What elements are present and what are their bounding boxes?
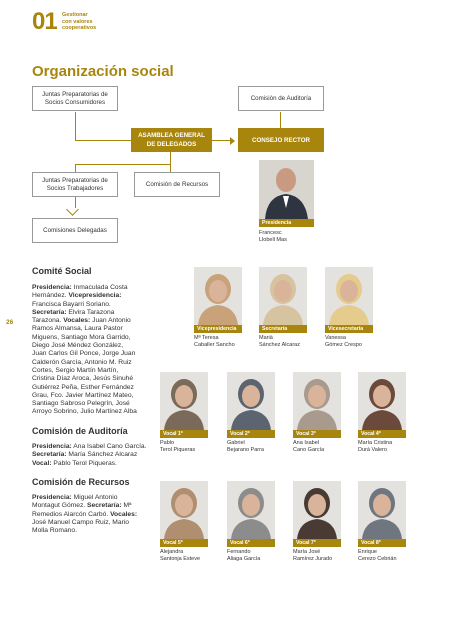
text-line	[32, 519, 160, 527]
member-role-tag: Vocal 8º	[358, 539, 406, 547]
name-line: Francesc	[259, 230, 282, 236]
person-silhouette-icon	[259, 160, 314, 219]
member-name	[259, 335, 300, 349]
text-line	[32, 443, 160, 451]
member-role-tag: Vocal 6º	[227, 539, 275, 547]
member-name	[160, 549, 200, 563]
person-silhouette-icon	[194, 267, 242, 325]
connector	[75, 164, 171, 165]
name-line: Santonja Esteve	[160, 556, 201, 562]
text-segment: Inmaculada Costa	[71, 284, 128, 291]
text-segment: Santiago Sabroso Pelegrín, José	[32, 400, 130, 408]
name-line: Gabriel	[227, 440, 245, 446]
juntas-consumidores-box	[32, 86, 118, 111]
text-segment: María Sánchez Alcaraz	[66, 451, 138, 459]
member-photo	[293, 372, 341, 430]
text-line	[32, 494, 160, 502]
member-name	[227, 549, 260, 563]
name-line: Fernando	[227, 549, 251, 555]
name-line: Llobell Mas	[259, 237, 287, 243]
page-number: 26	[6, 319, 14, 326]
box-label: CONSEJO RECTOR	[252, 136, 310, 144]
box-line: Socios Consumidores	[44, 98, 106, 106]
text-line	[32, 384, 160, 392]
text-segment: Ramos Almansa, Laura Pastor	[32, 325, 123, 333]
text-segment: Vocales:	[110, 510, 138, 518]
text-line	[32, 359, 160, 367]
chapter-title	[62, 12, 96, 32]
chapter-title-line: cooperativos	[62, 25, 97, 31]
member-role-tag: Vocal 1º	[160, 430, 208, 438]
person-silhouette-icon	[358, 481, 406, 539]
member-photo	[325, 267, 373, 325]
text-segment: Secretaría:	[87, 502, 122, 510]
auditoria-text	[32, 443, 160, 468]
member-photo	[293, 481, 341, 539]
presidencia-photo	[259, 160, 314, 219]
box-label: Comisiones Delegadas	[43, 226, 107, 234]
member-name	[358, 549, 397, 563]
connector	[170, 152, 171, 164]
chapter-title-line: con valores	[62, 18, 93, 25]
name-line: Ramírez Jurado	[293, 556, 333, 562]
name-line: Enrique	[358, 549, 377, 555]
text-line	[32, 301, 160, 309]
name-line: Vanessa	[325, 335, 346, 341]
box-label: Comisión de Auditoría	[250, 94, 312, 102]
box-line: Juntas Preparatorias de	[42, 176, 108, 184]
text-segment: Secretaría:	[32, 451, 67, 459]
member-photo	[358, 372, 406, 430]
person-silhouette-icon	[293, 372, 341, 430]
text-segment: Juan Carlos Gil Ponce, Jorge Juan	[32, 350, 136, 358]
text-line	[32, 334, 160, 342]
name-line: María José	[293, 549, 321, 555]
name-line: Sánchez Alcaraz	[259, 342, 300, 348]
text-line	[32, 460, 160, 468]
text-line	[32, 367, 160, 375]
member-name	[293, 440, 324, 454]
person-silhouette-icon	[293, 481, 341, 539]
text-segment: Calderón García, Antonio M. Ruiz	[32, 358, 132, 366]
text-segment: Montagut Gómez.	[32, 502, 88, 510]
text-segment: Miguel Antonio	[71, 494, 118, 501]
name-line: Cano García	[293, 447, 325, 453]
member-role-tag: Vocal 2º	[227, 430, 275, 438]
member-name	[293, 549, 332, 563]
box-line: Socios Trabajadores	[46, 184, 104, 192]
name-line: Terol Piqueras	[160, 447, 196, 453]
text-segment: Gutiérrez Peña, Esther Fernández	[32, 383, 134, 391]
person-silhouette-icon	[358, 372, 406, 430]
text-line	[32, 408, 160, 416]
comision-auditoria-box	[238, 86, 324, 111]
page-title: Organización social	[32, 63, 174, 80]
text-segment: Cristina Díaz Aroca, Jesús Sinuhé	[32, 375, 134, 383]
box-label: Comisión de Recursos	[145, 180, 209, 188]
member-role-tag: Vocal 5º	[160, 539, 208, 547]
text-line	[32, 527, 160, 535]
text-segment: Ana Isabel Cano García.	[71, 443, 147, 450]
recursos-title: Comisión de Recursos	[32, 477, 130, 487]
member-name	[194, 335, 235, 349]
member-photo	[227, 481, 275, 539]
text-segment: José Manuel Campo Ruiz, Mario	[32, 518, 130, 526]
arrow-down-icon	[66, 203, 79, 216]
text-segment: Vicepresidencia:	[68, 292, 122, 300]
member-photo	[227, 372, 275, 430]
chapter-number: 01	[32, 8, 57, 35]
text-line	[32, 511, 160, 519]
name-line: Pablo	[160, 440, 175, 446]
arrow-right-icon	[230, 137, 235, 145]
connector	[75, 112, 76, 140]
text-line	[32, 375, 160, 383]
person-silhouette-icon	[227, 481, 275, 539]
chapter-title-line: Gestionar	[62, 12, 88, 18]
member-role-tag: Vocal 7º	[293, 539, 341, 547]
name-line: Durá Valero	[358, 447, 387, 453]
text-segment: Hernández.	[32, 292, 69, 300]
name-line: Mª Teresa	[194, 335, 219, 341]
text-segment: Secretaría:	[32, 308, 67, 316]
member-name	[227, 440, 264, 454]
text-segment: Mª	[121, 502, 132, 510]
member-role-tag: Vocal 4º	[358, 430, 406, 438]
member-role-tag: Vicesecretaría	[325, 325, 373, 333]
box-line: ASAMBLEA GENERAL	[138, 132, 205, 139]
member-name	[358, 440, 392, 454]
person-silhouette-icon	[325, 267, 373, 325]
text-segment: Arroyo Sobrino, Julio Martínez Alba	[32, 408, 137, 416]
text-line	[32, 350, 160, 358]
asamblea-box	[131, 128, 212, 152]
text-segment: Francisca Bayarri Soriano.	[32, 300, 111, 308]
text-segment: Presidencia:	[32, 284, 72, 291]
text-segment: Grau, Fco. Javier Martínez Mateo,	[32, 391, 134, 399]
member-role-tag: Secretaría	[259, 325, 307, 333]
text-segment: Presidencia:	[32, 443, 72, 450]
comision-recursos-box	[134, 172, 220, 197]
member-role-tag: Vicepresidencia	[194, 325, 242, 333]
member-name	[160, 440, 195, 454]
text-line	[32, 309, 160, 317]
name-line: Caballer Sancho	[194, 342, 235, 348]
text-segment: Pablo Terol Piqueras.	[51, 459, 117, 467]
comisiones-delegadas-box	[32, 218, 118, 243]
name-line: Cerezo Cebrián	[358, 556, 397, 562]
member-photo	[358, 481, 406, 539]
text-segment: Diego José Méndez González,	[32, 342, 124, 350]
text-segment: Elvira Tarazona	[66, 308, 115, 316]
text-line	[32, 292, 160, 300]
consejo-rector-box	[238, 128, 324, 152]
person-silhouette-icon	[227, 372, 275, 430]
box-line: DE DELEGADOS	[146, 141, 197, 148]
name-line: María Cristina	[358, 440, 393, 446]
text-segment: Remedios Alarcón Carbó.	[32, 510, 111, 518]
presidencia-tag: Presidencia	[259, 219, 314, 227]
member-photo	[160, 481, 208, 539]
box-line: Juntas Preparatorias de	[42, 90, 108, 98]
name-line: Marià	[259, 335, 273, 341]
comite-title: Comité Social	[32, 266, 92, 276]
name-line: Alejandra	[160, 549, 184, 555]
name-line: Bejarano Parra	[227, 447, 264, 453]
text-segment: Vocal:	[32, 459, 52, 467]
text-line	[32, 317, 160, 325]
text-line	[32, 451, 160, 459]
member-name	[325, 335, 362, 349]
member-role-tag: Vocal 3º	[293, 430, 341, 438]
name-line: Gómez Crespo	[325, 342, 362, 348]
text-segment: Presidencia:	[32, 494, 72, 501]
text-segment: Vocales:	[63, 317, 91, 325]
text-segment: Juan Antonio	[90, 317, 131, 325]
text-segment: Cortes, Sergio Martín Martín,	[32, 366, 119, 374]
auditoria-title: Comisión de Auditoría	[32, 426, 128, 436]
text-line	[32, 342, 160, 350]
name-line: Ana Isabel	[293, 440, 319, 446]
person-silhouette-icon	[259, 267, 307, 325]
recursos-text	[32, 494, 160, 535]
person-silhouette-icon	[160, 372, 208, 430]
text-segment: Miguens, Santiago Mora Garrido,	[32, 333, 131, 341]
member-photo	[160, 372, 208, 430]
text-line	[32, 392, 160, 400]
text-line	[32, 325, 160, 333]
person-silhouette-icon	[160, 481, 208, 539]
name-line: Aliaga García	[227, 556, 261, 562]
text-line	[32, 502, 160, 510]
text-segment: Tarazona.	[32, 317, 64, 325]
presidencia-name	[259, 230, 287, 244]
text-segment: Molla Romano.	[32, 527, 77, 535]
text-line	[32, 284, 160, 292]
juntas-trabajadores-box	[32, 172, 118, 197]
text-line	[32, 400, 160, 408]
member-photo	[194, 267, 242, 325]
connector	[75, 140, 131, 141]
member-photo	[259, 267, 307, 325]
comite-text	[32, 284, 160, 417]
